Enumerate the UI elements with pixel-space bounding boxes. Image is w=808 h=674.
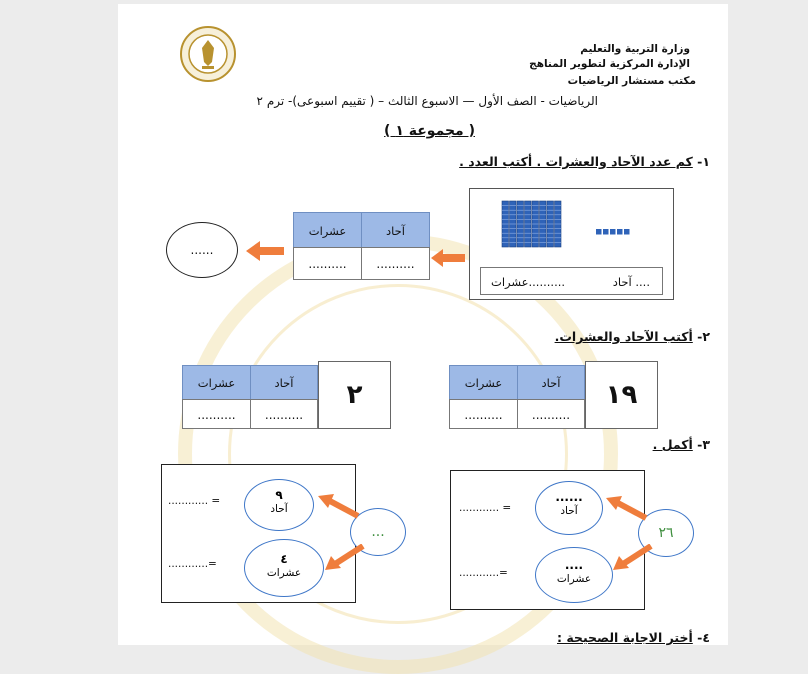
q1-answer-line xyxy=(480,267,663,295)
q3-left-arrow-top xyxy=(318,494,360,520)
unit-cube-2 xyxy=(603,229,609,235)
unit-cube-3 xyxy=(610,229,616,235)
header-department: الإدارة المركزية لتطوير المناهج xyxy=(529,58,690,70)
q2-right-col-units: آحاد xyxy=(517,365,585,400)
q2-left-number: ٢ xyxy=(318,361,391,429)
q1-picture-box xyxy=(469,188,674,300)
header-ministry: وزارة التربية والتعليم xyxy=(580,43,690,55)
q3-right-box xyxy=(450,470,645,610)
q3-right-top-label: آحاد xyxy=(560,505,578,517)
q4-text: أختر الاجابة الصحيحة : xyxy=(557,630,693,645)
q3-left-box xyxy=(161,464,356,603)
unit-cube-1 xyxy=(596,229,602,235)
q2-left-group xyxy=(182,361,391,429)
q3-left-top-value: ٩ xyxy=(275,488,283,502)
q3-number: ٣- xyxy=(697,437,710,452)
q2-left-col-units: آحاد xyxy=(250,365,318,400)
q1-tens-blank[interactable]: .......... xyxy=(293,247,362,280)
q3-right-top-line[interactable]: ............ = xyxy=(459,502,512,514)
q3-left-source: ... xyxy=(371,524,385,540)
q3-text: أكمل . xyxy=(652,437,693,452)
q1-place-table xyxy=(293,212,430,280)
q1-units-line: .... آحاد xyxy=(612,275,650,289)
q1-blocks xyxy=(498,199,638,259)
q3-left-bottom-value: ٤ xyxy=(280,552,288,566)
q3-right-top-value: ...... xyxy=(555,490,583,504)
q3-right-bottom-label: عشرات xyxy=(556,573,592,585)
q3-prompt xyxy=(653,437,710,452)
q2-right-units-blank[interactable]: .......... xyxy=(517,399,585,429)
header-subtitle: الرياضيات - الصف الأول — الاسبوع الثالث – ( تقييم اسبوعى)- ترم ٢ xyxy=(256,94,598,108)
q2-left-col-tens: عشرات xyxy=(182,365,251,400)
q3-left-bottom-circle xyxy=(244,539,324,597)
ministry-logo xyxy=(180,26,236,82)
q3-right-bottom-circle xyxy=(535,547,613,603)
q3-right-arrow-bottom xyxy=(613,544,653,572)
q3-left-bottom-line[interactable]: ............= xyxy=(168,558,217,570)
q4-prompt xyxy=(557,630,710,645)
q3-left-top-line[interactable]: ............ = xyxy=(168,495,221,507)
q1-arrow-2 xyxy=(246,240,284,262)
q3-right-top-circle xyxy=(535,481,603,535)
q1-arrow-1 xyxy=(431,248,465,268)
q2-right-group xyxy=(449,361,658,429)
q3-left-top-circle xyxy=(244,479,314,531)
q2-number: ٢- xyxy=(697,329,710,344)
worksheet-page xyxy=(118,4,728,645)
q1-units-blank[interactable]: .......... xyxy=(361,247,430,280)
q2-right-tens-blank[interactable]: .......... xyxy=(449,399,518,429)
q4-number: ٤- xyxy=(697,630,710,645)
unit-cube-5 xyxy=(624,229,630,235)
q2-right-col-tens: عشرات xyxy=(449,365,518,400)
q1-col-units: آحاد xyxy=(361,212,430,248)
q1-text: كم عدد الآحاد والعشرات . أكتب العدد . xyxy=(459,154,693,169)
group-title: ( مجموعة ١ ) xyxy=(384,123,475,139)
q2-left-units-blank[interactable]: .......... xyxy=(250,399,318,429)
q3-right-arrow-top xyxy=(606,496,648,522)
unit-cube-4 xyxy=(617,229,623,235)
q3-right-bottom-value: .... xyxy=(564,558,584,572)
q1-answer-oval[interactable] xyxy=(166,222,238,278)
q3-right-source: ٢٦ xyxy=(658,525,674,541)
q2-right-number: ١٩ xyxy=(585,361,658,429)
q1-tens-line: ..........عشرات xyxy=(491,275,566,289)
q3-left-bottom-label: عشرات xyxy=(266,567,302,579)
q2-left-tens-blank[interactable]: .......... xyxy=(182,399,251,429)
q2-text: أكتب الآحاد والعشرات. xyxy=(554,329,693,344)
q1-number: ١- xyxy=(697,154,710,169)
q1-col-tens: عشرات xyxy=(293,212,362,248)
q1-answer-blank: ...... xyxy=(190,243,214,257)
q3-left-top-label: آحاد xyxy=(270,503,288,515)
q2-prompt xyxy=(555,329,710,344)
q1-prompt xyxy=(459,154,710,169)
header-office: مكتب مستشار الرياضيات xyxy=(567,75,696,87)
q3-left-arrow-bottom xyxy=(325,544,365,572)
q3-right-bottom-line[interactable]: ............= xyxy=(459,567,508,579)
